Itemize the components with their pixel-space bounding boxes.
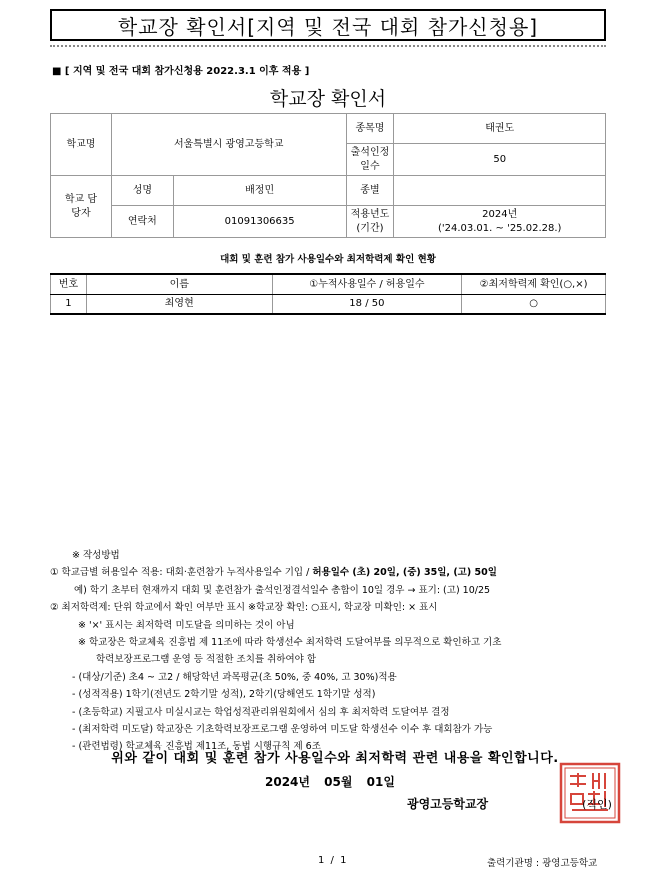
- note-line-5: ※ 학교장은 학교체육 진흥법 제 11조에 따라 학생선수 최저학력 도달여부를 의무적으로 확인하고 기초: [78, 637, 502, 649]
- applicability-note: ■ [ 지역 및 전국 대회 참가신청용 2022.3.1 이후 적용 ]: [52, 66, 310, 77]
- sport-label: 종목명: [346, 114, 394, 144]
- seal-label: (직인): [582, 798, 612, 811]
- note-line-6: 학력보장프로그램 운영 등 적절한 조치를 취하여야 함: [96, 654, 317, 666]
- row-check: ○: [462, 294, 606, 314]
- col-header-no: 번호: [51, 274, 87, 294]
- note-line-8: - (성적적용) 1학기(전년도 2학기말 성적), 2학기(당해연도 1학기말 성적): [72, 689, 376, 701]
- name-label: 성명: [111, 176, 173, 206]
- col-header-check: ②최저학력제 확인(○,×): [462, 274, 606, 294]
- status-header-row: [51, 274, 606, 294]
- status-table: [50, 273, 606, 315]
- note-line-1-a: ① 학교급별 허용일수 적용: 대회·훈련참가 누적사용일수 기입 /: [50, 567, 313, 579]
- event-label: 종별: [346, 176, 394, 206]
- notes-heading: ※ 작성방법: [72, 550, 120, 561]
- note-line-10: - (최저학력 미도달) 학교장은 기초학력보장프로그램 운영하여 미도달 학생선수 이수 후 대회참가 가능: [72, 724, 493, 736]
- document-title-box: [50, 9, 606, 41]
- year-value: [394, 206, 606, 238]
- note-line-7: - (대상/기준) 초4 ~ 고2 / 해당학년 과목평균(초 50%, 중 40%, 고 30%)적용: [72, 671, 397, 683]
- doc-title: 학교장 확인서: [269, 88, 387, 110]
- table-row: [51, 294, 606, 314]
- contact-label: 연락처: [111, 206, 173, 238]
- row-no: 1: [51, 294, 87, 314]
- period-text: ('24.03.01. ~ '25.02.28.): [437, 222, 562, 234]
- confirmation-statement: 위와 같이 대회 및 훈련 참가 사용일수와 최저학력 관련 내용을 확인합니다.: [111, 751, 559, 766]
- title-dotted-divider: [50, 45, 606, 47]
- col-header-days: ①누적사용일수 / 허용일수: [272, 274, 462, 294]
- school-value: 서울특별시 광영고등학교: [111, 114, 346, 176]
- note-line-2: 예) 학기 초부터 현재까지 대회 및 훈련참가 출석인정결석일수 총합이 10일 경우 → 표기: (고) 10/25: [74, 584, 491, 596]
- document-title: 학교장 확인서[지역 및 전국 대회 참가신청용]: [117, 14, 539, 39]
- note-line-9: - (초등학교) 지필고사 미실시교는 학업성적관리위원회에서 심의 후 최저학력 도달여부 결정: [72, 706, 450, 718]
- contact-value: 01091306635: [173, 206, 346, 238]
- note-line-1: [50, 564, 610, 581]
- col-header-name: 이름: [86, 274, 272, 294]
- confirmation-date: 2024년 05월 01일: [265, 775, 395, 789]
- sport-value: 태권도: [394, 114, 606, 144]
- event-value: [394, 176, 606, 206]
- attend-label: 출석인정 일수: [346, 144, 394, 176]
- signer-name: 광영고등학교장: [407, 797, 489, 811]
- official-seal-stamp: [553, 760, 625, 830]
- status-section-title: 대회 및 훈련 참가 사용일수와 최저학력제 확인 현황: [220, 254, 436, 265]
- page-number: 1 / 1: [318, 855, 347, 866]
- note-line-3: ② 최저학력제: 단위 학교에서 확인 여부만 표시 ※학교장 확인: ○표시, 학교장 미확인: × 표시: [50, 602, 438, 614]
- school-label: 학교명: [51, 114, 112, 176]
- note-line-11: - (관련법령) 학교체육 진흥법 제11조, 동법 시행규칙 제 6조: [72, 741, 321, 753]
- year-label: 적용년도 (기간): [346, 206, 394, 238]
- manager-label: 학교 담당자: [51, 176, 112, 238]
- row-days: 18 / 50: [272, 294, 462, 314]
- note-line-4: ※ '×' 표시는 최저학력 미도달을 의미하는 것이 아님: [78, 619, 295, 631]
- row-name: 최영현: [86, 294, 272, 314]
- name-value: 배정민: [173, 176, 346, 206]
- year-text: 2024년: [482, 209, 518, 220]
- attend-value: 50: [394, 144, 606, 176]
- note-line-1-b: 허용일수 (초) 20일, (중) 35일, (고) 50일: [312, 567, 497, 579]
- info-table: [50, 113, 606, 238]
- issuer-org: 출력기관명 : 광영고등학교: [487, 858, 598, 869]
- writing-instructions: [50, 547, 610, 756]
